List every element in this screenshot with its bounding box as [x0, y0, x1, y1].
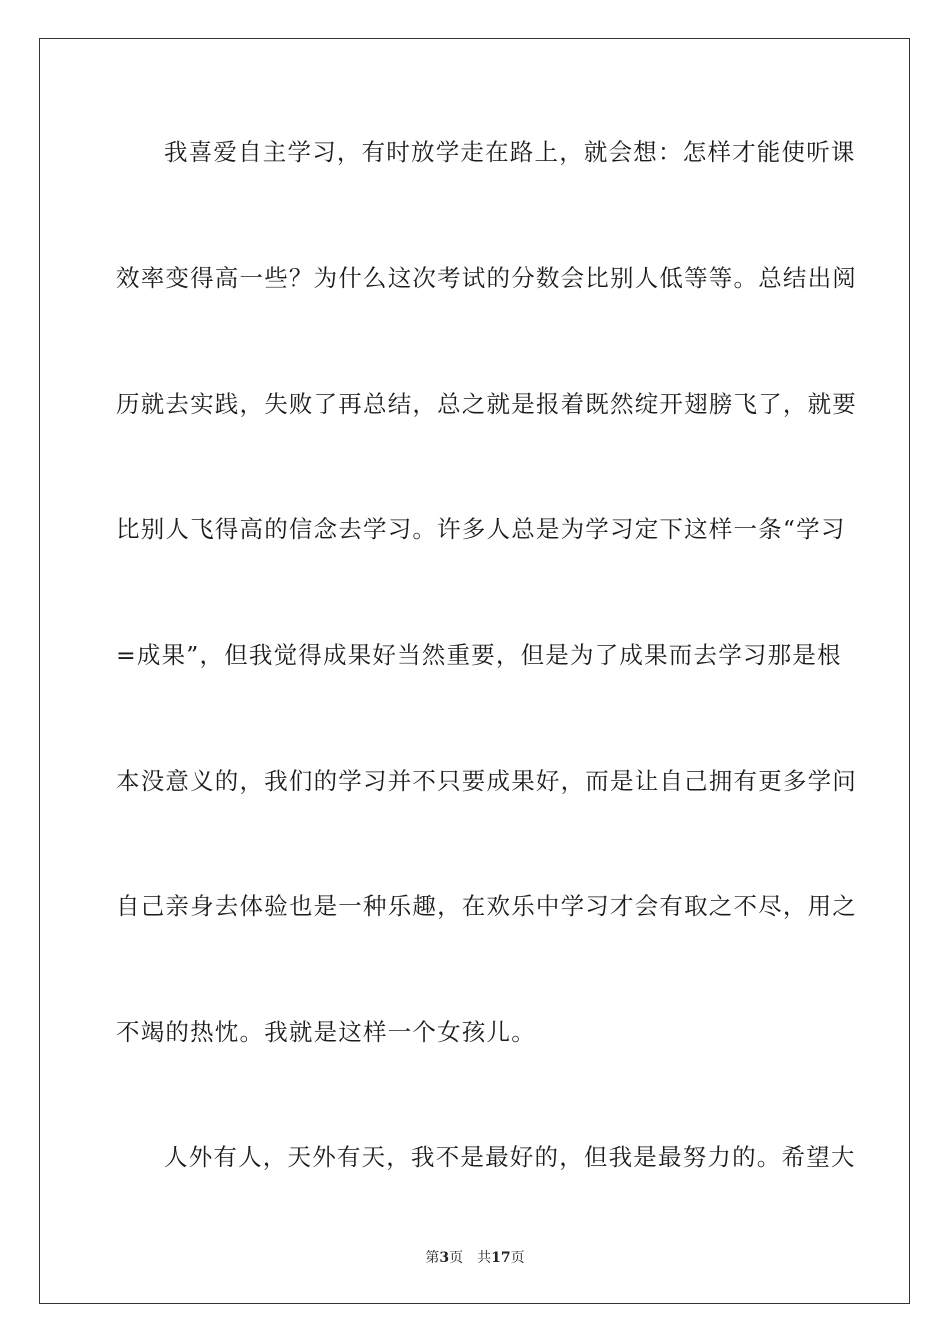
- page-prefix: 第: [425, 1250, 440, 1266]
- page-suffix: 页: [449, 1250, 464, 1266]
- paragraph-line-8: 不竭的热忱。我就是这样一个女孩儿。: [116, 1018, 536, 1046]
- paragraph-line-1: 我喜爱自主学习，有时放学走在路上，就会想：怎样才能使听课: [164, 138, 856, 166]
- paragraph-line-2: 效率变得高一些？为什么这次考试的分数会比别人低等等。总结出阅: [116, 264, 857, 292]
- paragraph-line-7: 自己亲身去体验也是一种乐趣，在欢乐中学习才会有取之不尽，用之: [116, 892, 857, 920]
- total-suffix: 页: [510, 1250, 525, 1266]
- total-pages: 17: [491, 1250, 511, 1266]
- page-footer: [0, 1249, 950, 1267]
- paragraph-line-3: 历就去实践，失败了再总结，总之就是报着既然绽开翅膀飞了，就要: [116, 390, 857, 418]
- paragraph-line-9: 人外有人，天外有天，我不是最好的，但我是最努力的。希望大: [164, 1143, 856, 1171]
- paragraph-line-4: 比别人飞得高的信念去学习。许多人总是为学习定下这样一条“学习: [116, 515, 846, 543]
- paragraph-line-6: 本没意义的，我们的学习并不只要成果好，而是让自己拥有更多学问: [116, 767, 857, 795]
- paragraph-line-5: =成果”，但我觉得成果好当然重要，但是为了成果而去学习那是根: [116, 641, 842, 669]
- page-number: 3: [439, 1250, 450, 1266]
- page-border: [39, 38, 910, 1304]
- total-prefix: 共: [477, 1250, 492, 1266]
